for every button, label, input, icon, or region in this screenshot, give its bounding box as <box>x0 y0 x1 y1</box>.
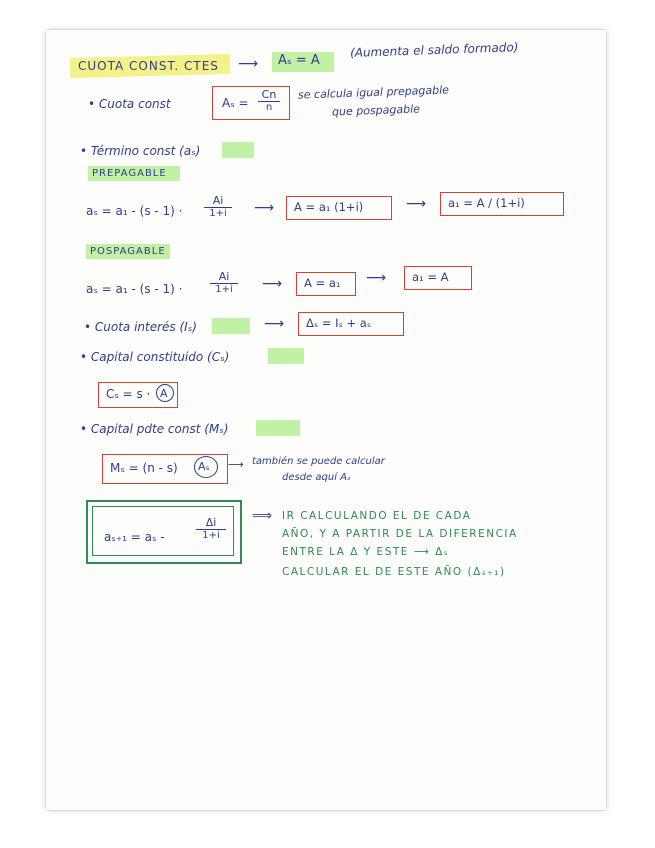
capital-pdte-note-2: desde aquí Aₛ <box>282 472 351 483</box>
final-note-3: ENTRE LA Δ Y ESTE ⟶ Δₛ <box>282 546 450 558</box>
cuota-const-fraction <box>258 88 280 114</box>
prepagable-box-2-text: a₁ = A / (1+i) <box>448 196 525 210</box>
pospagable-formula: aₛ = a₁ - (s - 1) · <box>86 282 183 296</box>
capital-pdte-formula: Mₛ = (n - s) <box>110 461 178 475</box>
heading-note: (Aumenta el saldo formado) <box>349 40 519 60</box>
pospagable-box-1-text: A = a₁ <box>304 276 341 290</box>
capital-constituido-circled: A <box>160 387 168 400</box>
cuota-const-note-2: que pospagable <box>331 102 421 119</box>
pospagable-fraction-num: Ai <box>218 270 230 283</box>
prepagable-fraction-den: 1+i <box>204 207 232 220</box>
pospagable-fraction-den: 1+i <box>210 283 238 296</box>
cuota-interes-formula: Δₛ = Iₛ + aₛ <box>306 316 372 330</box>
final-fraction-den: 1+i <box>196 529 226 542</box>
cuota-const-label: • Cuota const <box>88 97 171 111</box>
pospagable-title: POSPAGABLE <box>90 246 166 257</box>
final-fraction <box>196 516 226 542</box>
cuota-const-fraction-den: n <box>258 101 280 114</box>
cuota-const-formula-lhs: Aₛ = <box>222 96 249 110</box>
capital-constituido-formula: Cₛ = s · <box>106 387 151 401</box>
prepagable-box-1-text: A = a₁ (1+i) <box>294 200 364 214</box>
final-note-1: IR CALCULANDO EL DE CADA <box>282 510 472 522</box>
pospagable-box-2-text: a₁ = A <box>412 270 449 284</box>
final-arrow: ⟹ <box>252 508 273 524</box>
prepagable-fraction-num: Ai <box>212 194 224 207</box>
cuota-const-note-1: se calcula igual prepagable <box>297 83 450 102</box>
capital-constituido-label: • Capital constituido (Cₛ) <box>80 350 230 364</box>
heading-formula: Aₛ = A <box>278 53 320 68</box>
heading-title: CUOTA CONST. CTES <box>78 59 219 73</box>
capital-pdte-note-1: también se puede calcular <box>252 456 385 467</box>
prepagable-fraction <box>204 194 232 220</box>
cuota-interes-label: • Cuota interés (Iₛ) <box>84 320 197 334</box>
cuota-interes-highlight <box>212 318 250 334</box>
pospagable-arrow-1: ⟶ <box>262 276 283 292</box>
prepagable-arrow-2: ⟶ <box>406 196 427 212</box>
prepagable-title: PREPAGABLE <box>92 168 167 179</box>
termino-const-highlight <box>222 142 254 158</box>
cuota-const-fraction-num: Cn <box>261 88 277 101</box>
capital-pdte-highlight <box>256 420 300 436</box>
prepagable-arrow-1: ⟶ <box>254 200 275 216</box>
heading-arrow: ⟶ <box>238 56 259 72</box>
capital-constituido-highlight <box>268 348 304 364</box>
pospagable-arrow-2: ⟶ <box>366 270 387 286</box>
capital-pdte-label: • Capital pdte const (Mₛ) <box>80 422 229 436</box>
final-fraction-num: Δi <box>205 516 217 529</box>
termino-const-label: • Término const (aₛ) <box>80 144 201 158</box>
final-note-2: AÑO, Y A PARTIR DE LA DIFERENCIA <box>282 528 518 540</box>
final-formula-lhs: aₛ₊₁ = aₛ - <box>104 530 165 544</box>
prepagable-formula: aₛ = a₁ - (s - 1) · <box>86 204 183 218</box>
cuota-interes-arrow: ⟶ <box>264 316 285 332</box>
final-note-4: CALCULAR EL DE ESTE AÑO (Δₛ₊₁) <box>282 566 506 578</box>
capital-pdte-arrow: ⟶ <box>228 458 244 471</box>
capital-pdte-circled: Aₛ <box>198 460 210 473</box>
pospagable-fraction <box>210 270 238 296</box>
